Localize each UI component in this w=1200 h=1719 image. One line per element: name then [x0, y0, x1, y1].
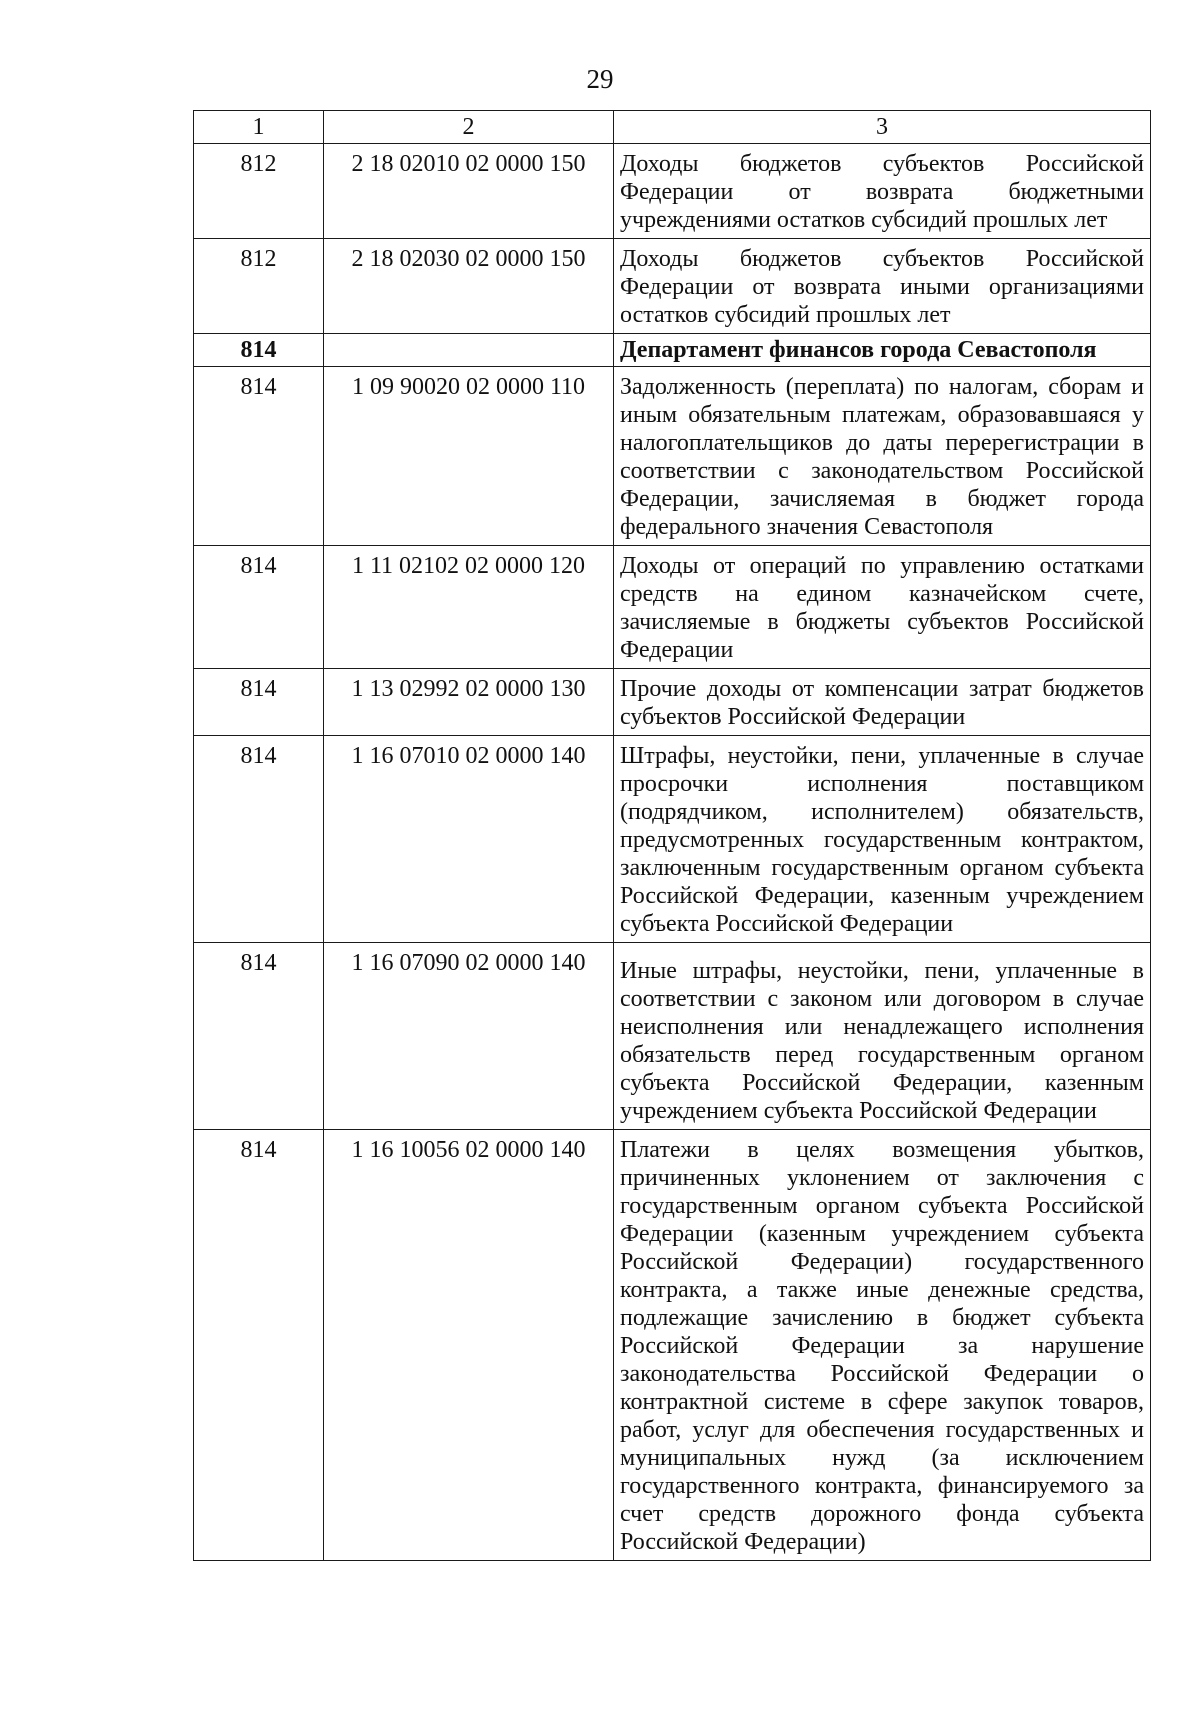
table-row	[194, 239, 1151, 334]
table-row	[194, 1130, 1151, 1561]
revenue-name-cell: Задолженность (переплата) по налогам, сборам и иным обязательным платежам, образовавшаяся у налогоплательщиков до даты перерегистрации в соответствии с законодательством Российской Федерации, зачисляемая в бюджет города федерального значения Севастополя	[614, 367, 1151, 546]
budget-code-cell: 1 16 10056 02 0000 140	[324, 1130, 614, 1561]
column-header: 2	[324, 111, 614, 144]
admin-code-cell: 814	[194, 1130, 324, 1561]
department-name-cell: Департамент финансов города Севастополя	[614, 334, 1151, 367]
budget-code-cell: 2 18 02030 02 0000 150	[324, 239, 614, 334]
revenue-name-cell: Доходы от операций по управлению остатками средств на едином казначейском счете, зачисляемые в бюджеты субъектов Российской Федерации	[614, 546, 1151, 669]
budget-code-cell: 1 13 02992 02 0000 130	[324, 669, 614, 736]
admin-code-cell: 812	[194, 144, 324, 239]
table-row	[194, 144, 1151, 239]
table-row	[194, 669, 1151, 736]
column-header: 1	[194, 111, 324, 144]
revenue-name-cell: Платежи в целях возмещения убытков, причиненных уклонением от заключения с государственным органом субъекта Российской Федерации (казенным учреждением субъекта Российской Федерации) государственного контракта, а также иные денежные средства, подлежащие зачислению в бюджет субъекта Российской Федерации за нарушение законодательства Российской Федерации о контрактной системе в сфере закупок товаров, работ, услуг для обеспечения государственных и муниципальных нужд (за исключением государственного контракта, финансируемого за счет средств дорожного фонда субъекта Российской Федерации)	[614, 1130, 1151, 1561]
table-header-row	[194, 111, 1151, 144]
admin-code-cell: 812	[194, 239, 324, 334]
table-row	[194, 736, 1151, 943]
admin-code-cell: 814	[194, 367, 324, 546]
table-row	[194, 546, 1151, 669]
budget-code-cell	[324, 334, 614, 367]
page-number: 29	[586, 64, 614, 94]
table-row	[194, 367, 1151, 546]
admin-code-cell: 814	[194, 334, 324, 367]
budget-code-cell: 1 09 90020 02 0000 110	[324, 367, 614, 546]
admin-code-cell: 814	[194, 546, 324, 669]
admin-code-cell: 814	[194, 736, 324, 943]
revenue-name-cell: Доходы бюджетов субъектов Российской Федерации от возврата бюджетными учреждениями остатков субсидий прошлых лет	[614, 144, 1151, 239]
table-row-department	[194, 334, 1151, 367]
budget-code-cell: 2 18 02010 02 0000 150	[324, 144, 614, 239]
revenue-name-cell: Доходы бюджетов субъектов Российской Федерации от возврата иными организациями остатков субсидий прошлых лет	[614, 239, 1151, 334]
revenue-name-cell: Прочие доходы от компенсации затрат бюджетов субъектов Российской Федерации	[614, 669, 1151, 736]
admin-code-cell: 814	[194, 669, 324, 736]
revenue-name-cell: Иные штрафы, неустойки, пени, уплаченные в соответствии с законом или договором в случае неисполнения или ненадлежащего исполнения обязательств перед государственным органом субъекта Российской Федерации, казенным учреждением субъекта Российской Федерации	[614, 943, 1151, 1130]
admin-code-cell: 814	[194, 943, 324, 1130]
budget-code-cell: 1 16 07010 02 0000 140	[324, 736, 614, 943]
column-header: 3	[614, 111, 1151, 144]
table-row	[194, 943, 1151, 1130]
budget-code-cell: 1 11 02102 02 0000 120	[324, 546, 614, 669]
revenue-name-cell: Штрафы, неустойки, пени, уплаченные в случае просрочки исполнения поставщиком (подрядчиком, исполнителем) обязательств, предусмотренных государственным контрактом, заключенным государственным органом субъекта Российской Федерации, казенным учреждением субъекта Российской Федерации	[614, 736, 1151, 943]
revenue-codes-table	[193, 110, 1151, 1561]
budget-code-cell: 1 16 07090 02 0000 140	[324, 943, 614, 1130]
